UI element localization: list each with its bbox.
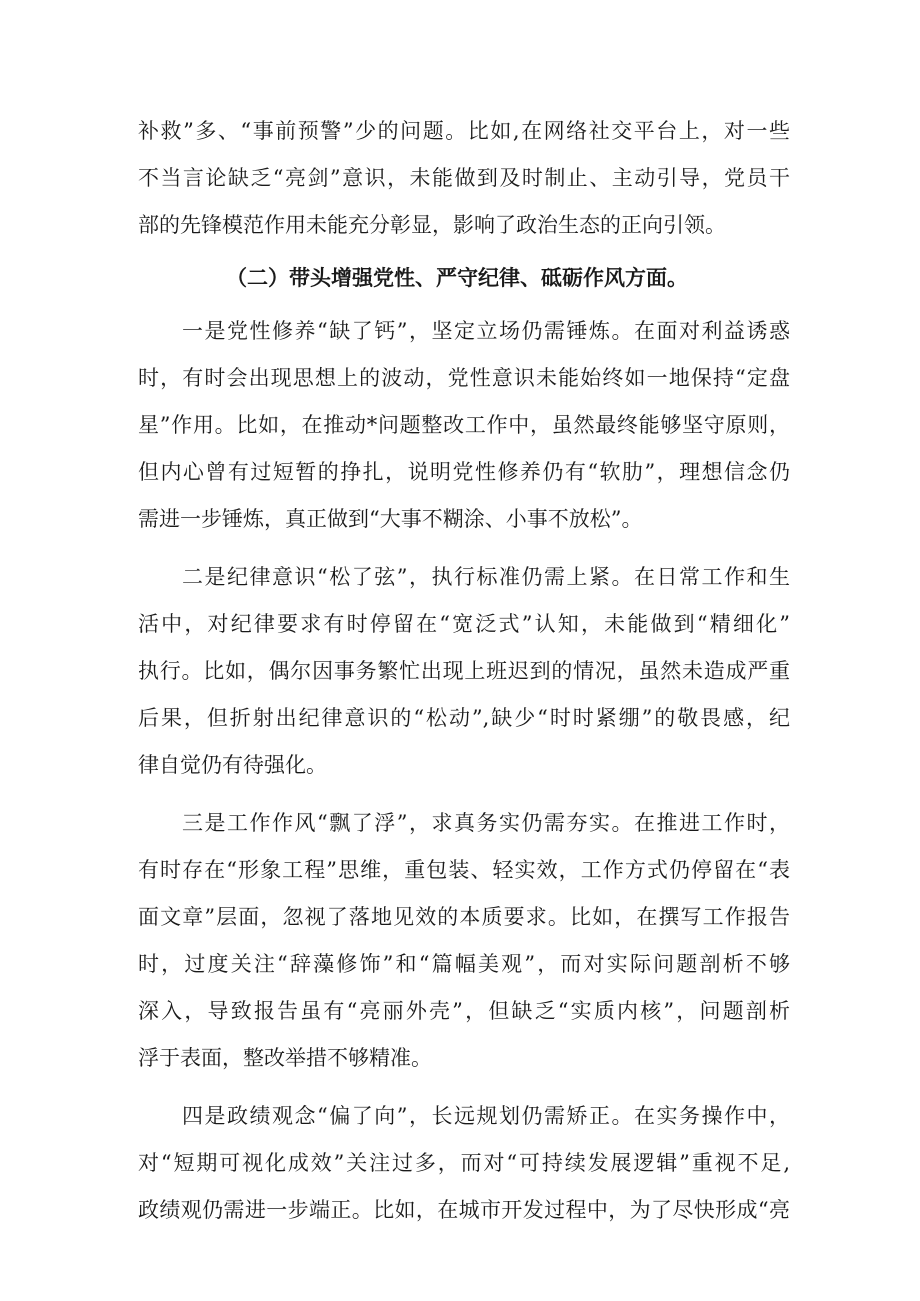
section-heading: （二）带头增强党性、严守纪律、砥砺作风方面。 xyxy=(226,266,688,290)
paragraph-performance-view xyxy=(138,1093,790,1234)
text-line: 时，有时会出现思想上的波动，党性意识未能始终如一地保持“定盘 xyxy=(138,366,790,390)
text-line: 有时存在“形象工程”思维，重包装、轻实效，工作方式仍停留在“表 xyxy=(138,858,790,882)
text-line: 补救”多、“事前预警”少的问题。比如,在网络社交平台上，对一些 xyxy=(138,119,790,143)
text-line: 需进一步锤炼，真正做到“大事不糊涂、小事不放松”。 xyxy=(138,507,643,531)
text-line: 时，过度关注“辞藻修饰”和“篇幅美观”，而对实际问题剖析不够 xyxy=(138,952,790,976)
text-line: 星”作用。比如，在推动*问题整改工作中，虽然最终能够坚守原则， xyxy=(138,413,790,437)
intro-paragraph xyxy=(138,108,790,249)
text-line: 活中，对纪律要求有时停留在“宽泛式”认知，未能做到“精细化” xyxy=(138,612,790,636)
section-heading-block xyxy=(138,255,790,302)
text-line: 部的先锋模范作用未能充分彰显，影响了政治生态的正向引领。 xyxy=(138,213,726,237)
text-line: 浮于表面，整改举措不够精准。 xyxy=(138,1046,432,1070)
text-line: 四是政绩观念“偏了向”，长远规划仍需矫正。在实务操作中， xyxy=(182,1104,790,1128)
text-line: 政绩观仍需进一步端正。比如，在城市开发过程中，为了尽快形成“亮 xyxy=(138,1198,790,1222)
paragraph-work-style xyxy=(138,800,790,1082)
text-line: 但内心曾有过短暂的挣扎，说明党性修养仍有“软肋”，理想信念仍 xyxy=(138,460,790,484)
text-line: 一是党性修养“缺了钙”，坚定立场仍需锤炼。在面对利益诱惑 xyxy=(182,319,790,343)
text-line: 面文章”层面，忽视了落地见效的本质要求。比如，在撰写工作报告 xyxy=(138,905,790,929)
text-line: 执行。比如，偶尔因事务繁忙出现上班迟到的情况，虽然未造成严重 xyxy=(138,659,790,683)
text-line: 后果，但折射出纪律意识的“松动”,缺少“时时紧绷”的敬畏感，纪 xyxy=(138,706,790,730)
text-line: 对“短期可视化成效”关注过多，而对“可持续发展逻辑”重视不足, xyxy=(138,1151,790,1175)
paragraph-party-spirit xyxy=(138,308,790,543)
document-page xyxy=(138,108,790,1245)
text-line: 深入，导致报告虽有“亮丽外壳”，但缺乏“实质内核”，问题剖析 xyxy=(138,999,790,1023)
text-line: 二是纪律意识“松了弦”，执行标准仍需上紧。在日常工作和生 xyxy=(182,565,790,589)
text-line: 律自觉仍有待强化。 xyxy=(138,753,327,777)
text-line: 三是工作作风“飘了浮”，求真务实仍需夯实。在推进工作时， xyxy=(182,811,790,835)
text-line: 不当言论缺乏“亮剑”意识，未能做到及时制止、主动引导，党员干 xyxy=(138,166,790,190)
paragraph-discipline xyxy=(138,554,790,789)
